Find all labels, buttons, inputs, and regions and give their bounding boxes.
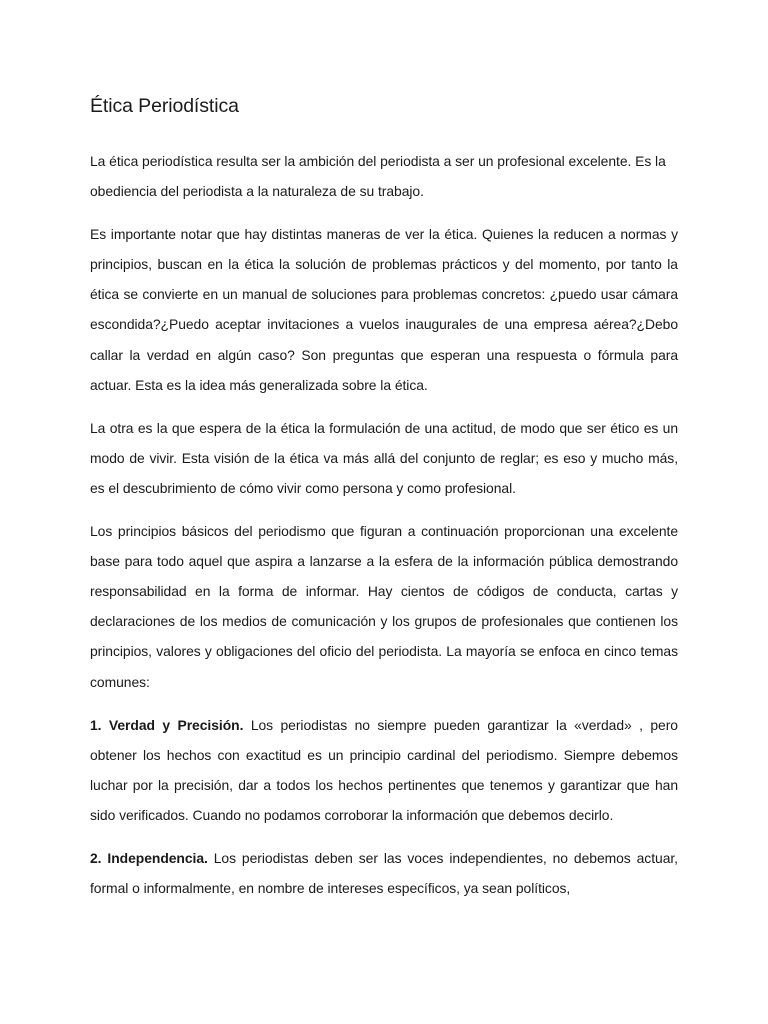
document-body (90, 92, 678, 916)
paragraph-ways-of-seeing-ethics: Es importante notar que hay distintas maneras de ver la ética. Quienes la reducen a normas y principios, buscan en la ética la solución de problemas prácticos y del momento, por tanto la ética se convierte en un manual de soluciones para problemas concretos: ¿puedo usar cámara escondida?¿Puedo aceptar invitaciones a vuelos inaugurales de una empresa aérea?¿Debo callar la verdad en algún caso? Son preguntas que esperan una respuesta o fórmula para actuar. Esta es la idea más generalizada sobre la ética. (90, 226, 678, 393)
principle-text: Los periodistas no siempre pueden garantizar la «verdad» , pero obtener los hechos con exactitud es un principio cardinal del periodismo. Siempre debemos luchar por la precisión, dar a todos los hechos pertinentes que tenemos y garantizar que han sido verificados. Cuando no podamos corroborar la información que debemos decirlo. (90, 716, 678, 823)
document-title: Ética Periodística (90, 95, 239, 117)
paragraph-ethics-as-attitude: La otra es la que espera de la ética la formulación de una actitud, de modo que ser ético es un modo de vivir. Esta visión de la ética va más allá del conjunto de reglar; es eso y mucho más, es el descubrimiento de cómo vivir como persona y como profesional. (90, 419, 678, 496)
principle-heading: 1. Verdad y Precisión. (90, 716, 244, 733)
paragraph-intro: La ética periodística resulta ser la ambición del periodista a ser un profesional excelente. Es la obediencia del periodista a la naturaleza de su trabajo. (90, 153, 666, 200)
principle-heading: 2. Independencia. (90, 849, 208, 866)
paragraph-basic-principles: Los principios básicos del periodismo que figuran a continuación proporcionan una excelente base para todo aquel que aspira a lanzarse a la esfera de la información pública demostrando responsabilidad en la forma de informar. Hay cientos de códigos de conducta, cartas y declaraciones de los medios de comunicación y los grupos de profesionales que contienen los principios, valores y obligaciones del oficio del periodista. La mayoría se enfoca en cinco temas comunes: (90, 523, 678, 690)
principle-text: Los periodistas deben ser las voces independientes, no debemos actuar, formal o informalmente, en nombre de intereses específicos, ya sean políticos, (90, 849, 678, 897)
principle-independence (90, 843, 678, 903)
principle-truth-accuracy (90, 710, 678, 830)
